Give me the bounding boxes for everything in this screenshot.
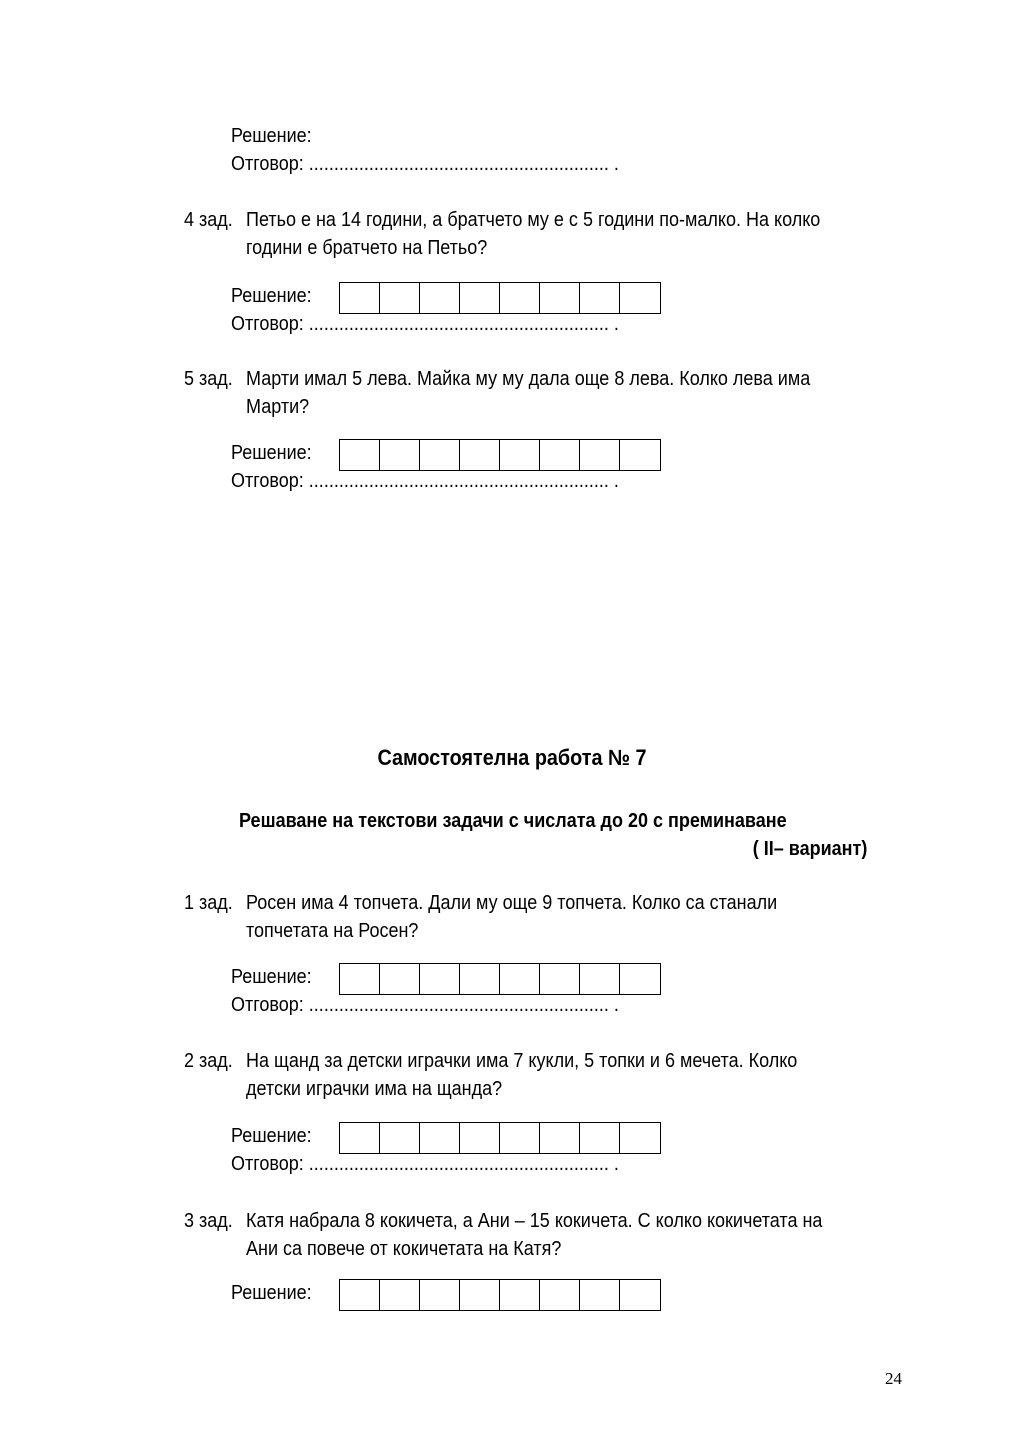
solution-label: Решение: xyxy=(231,1125,312,1147)
page-subtitle: Решаване на текстови задачи с числата до 20 с преминаване xyxy=(239,810,787,832)
solution-label: Решение: xyxy=(231,285,312,307)
solution-label: Решение: xyxy=(231,1282,312,1304)
answer-line: Отговор: ............................................................ . xyxy=(231,470,619,492)
answer-line: Отговор: ............................................................ . xyxy=(231,313,619,335)
answer-line: Отговор: ............................................................ . xyxy=(231,153,619,175)
solution-label: Решение: xyxy=(231,125,312,147)
task-text: На щанд за детски играчки има 7 кукли, 5 топки и 6 мечета. Колко xyxy=(246,1050,798,1072)
page-number: 24 xyxy=(885,1369,902,1388)
solution-grid[interactable] xyxy=(339,1279,661,1311)
task-number: 3 зад. xyxy=(184,1210,233,1232)
task-text: Катя набрала 8 кокичета, а Ани – 15 кокичета. С колко кокичетата на xyxy=(246,1210,823,1232)
page-title: Самостоятелна работа № 7 xyxy=(377,745,647,770)
task-text: детски играчки има на щанда? xyxy=(246,1078,503,1100)
variant-label: ( II– вариант) xyxy=(752,838,867,860)
task-text: Петьо е на 14 години, а братчето му е с 5 години по-малко. На колко xyxy=(246,209,821,231)
task-text: Марти имал 5 лева. Майка му му дала още 8 лева. Колко лева има xyxy=(246,368,811,390)
task-text: Ани са повече от кокичетата на Катя? xyxy=(246,1238,562,1260)
task-number: 2 зад. xyxy=(184,1050,233,1072)
answer-line: Отговор: ............................................................ . xyxy=(231,1153,619,1175)
task-text: Марти? xyxy=(246,396,310,418)
task-number: 1 зад. xyxy=(184,892,233,914)
solution-label: Решение: xyxy=(231,442,312,464)
task-text: Росен има 4 топчета. Дали му още 9 топчета. Колко са станали xyxy=(246,892,778,914)
task-number: 5 зад. xyxy=(184,368,233,390)
task-text: топчетата на Росен? xyxy=(246,920,419,942)
task-number: 4 зад. xyxy=(184,209,233,231)
answer-line: Отговор: ............................................................ . xyxy=(231,994,619,1016)
task-text: години е братчето на Петьо? xyxy=(246,237,488,259)
solution-label: Решение: xyxy=(231,966,312,988)
